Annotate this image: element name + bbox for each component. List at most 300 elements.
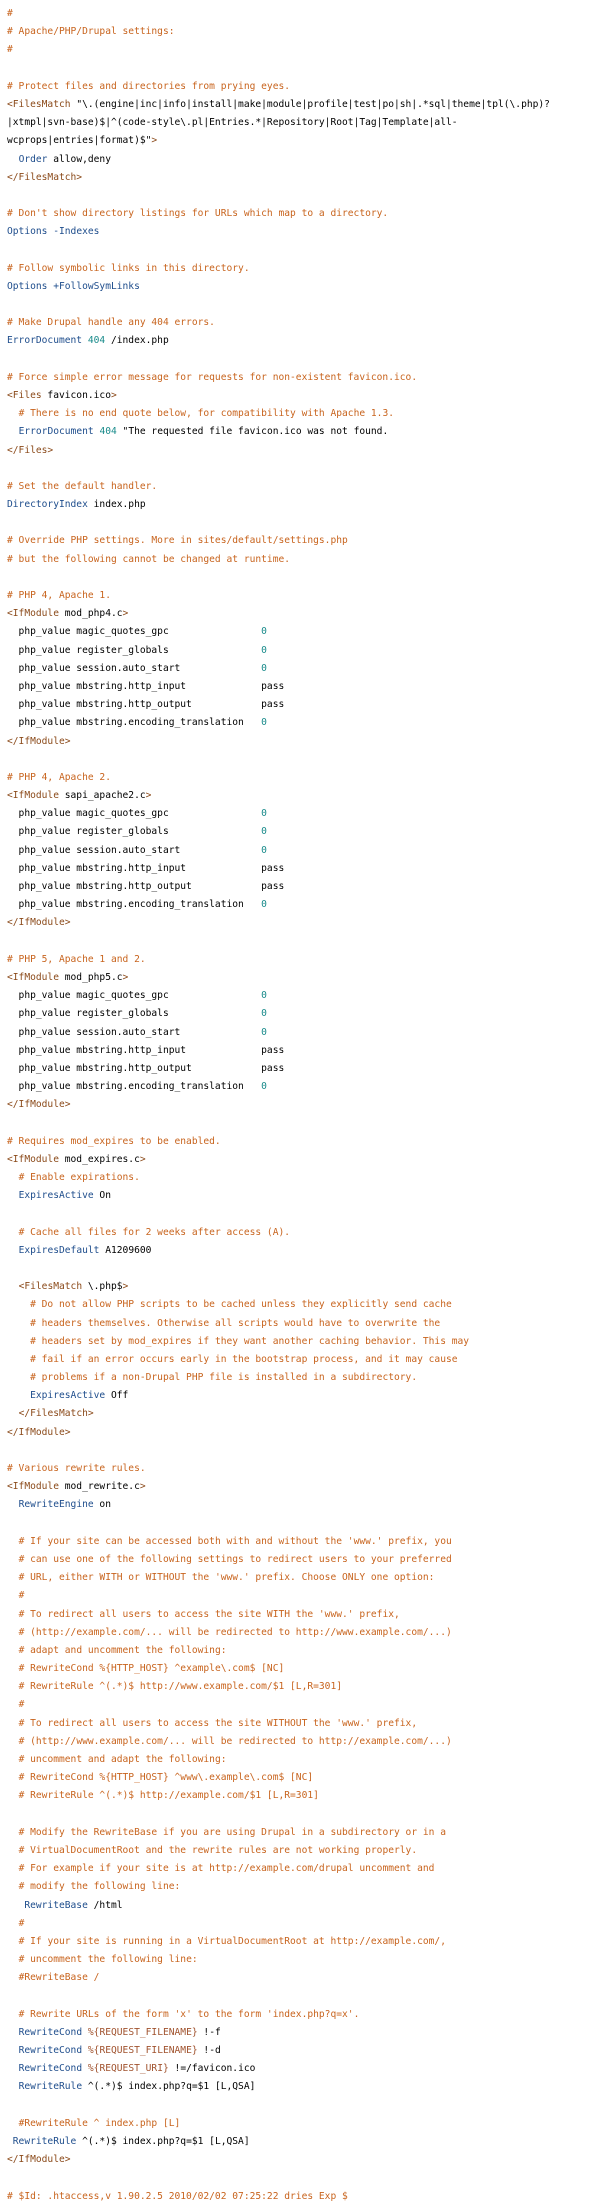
code-text <box>7 2045 19 2056</box>
code-line <box>7 1660 600 1678</box>
code-line <box>7 2078 600 2096</box>
code-line <box>7 1533 600 1551</box>
code-tag: </IfModule> <box>7 1099 71 1111</box>
code-text: php_value register_globals <box>7 644 262 656</box>
code-line <box>7 642 600 660</box>
code-line <box>7 1460 600 1478</box>
code-comment: # RewriteRule ^(.*)$ http://www.example.com/$1 [L,R=301] <box>18 1681 343 1693</box>
code-comment: # PHP 5, Apache 1 and 2. <box>7 953 146 965</box>
code-tag: </IfModule> <box>7 735 71 747</box>
code-line <box>7 1987 600 2005</box>
code-comment: # headers themselves. Otherwise all scripts would have to overwrite the <box>30 1317 441 1329</box>
code-line <box>7 1060 600 1078</box>
code-tag: > <box>139 1481 146 1493</box>
code-line <box>7 1915 600 1933</box>
code-line <box>7 1824 600 1842</box>
code-directive: RewriteBase <box>24 1899 88 1911</box>
code-text: php_value session.auto_start <box>7 844 262 856</box>
code-comment: # problems if a non-Drupal PHP file is installed in a subdirectory. <box>30 1372 418 1384</box>
code-line <box>7 1242 600 1260</box>
code-comment: # Cache all files for 2 weeks after access (A). <box>18 1226 291 1238</box>
code-line <box>7 23 600 41</box>
code-text: php_value magic_quotes_gpc <box>7 626 262 638</box>
code-directive: ExpiresDefault <box>18 1244 100 1256</box>
code-line <box>7 2169 600 2187</box>
code-text <box>7 1645 19 1656</box>
code-comment: # If your site is running in a VirtualDocumentRoot at http://example.com/, <box>18 1935 446 1947</box>
code-comment: # <box>18 1590 25 1602</box>
code-text <box>7 1536 19 1547</box>
code-text <box>7 1336 30 1347</box>
code-comment: # Apache/PHP/Drupal settings: <box>7 26 175 38</box>
code-line <box>7 1733 600 1751</box>
code-line <box>7 1151 600 1169</box>
code-tag: <IfModule <box>7 608 59 620</box>
code-text <box>7 1372 30 1383</box>
code-line <box>7 1551 600 1569</box>
code-line <box>7 860 600 878</box>
code-comment: # <box>18 1917 25 1929</box>
code-line <box>7 1569 600 1587</box>
code-line <box>7 442 600 460</box>
code-text: php_value session.auto_start <box>7 662 262 674</box>
code-line <box>7 823 600 841</box>
code-comment: #RewriteRule ^ index.php [L] <box>18 2117 181 2129</box>
code-number: 0 <box>261 899 267 911</box>
code-line <box>7 878 600 896</box>
code-line <box>7 1369 600 1387</box>
code-variable: %{REQUEST_FILENAME} <box>87 2045 198 2056</box>
code-comment: # URL, either WITH or WITHOUT the 'www.' prefix. Choose ONLY one option: <box>18 1572 435 1584</box>
code-line <box>7 1333 600 1351</box>
code-text <box>7 1245 19 1256</box>
code-number: 0 <box>261 662 267 674</box>
code-tag: <FilesMatch <box>18 1281 83 1293</box>
code-line <box>7 314 600 332</box>
code-text <box>7 1227 19 1238</box>
code-line <box>7 1878 600 1896</box>
code-directive: +FollowSymLinks <box>53 280 140 292</box>
code-number: 0 <box>261 990 267 1002</box>
code-line <box>7 132 600 150</box>
code-comment: # <box>18 1699 25 1711</box>
code-tag: > <box>122 608 129 620</box>
code-line <box>7 787 600 805</box>
code-text <box>7 1609 19 1620</box>
code-comment: # Don't show directory listings for URLs which map to a directory. <box>7 208 389 220</box>
code-line <box>7 1806 600 1824</box>
code-tag: <Files <box>7 389 42 401</box>
code-text: php_value register_globals <box>7 1008 262 1020</box>
code-text <box>7 1863 19 1874</box>
code-comment: # fail if an error occurs early in the bootstrap process, and it may cause <box>30 1353 458 1365</box>
code-line <box>7 114 600 132</box>
code-line <box>7 551 600 569</box>
code-line <box>7 2060 600 2078</box>
code-line <box>7 78 600 96</box>
code-line <box>7 1496 600 1514</box>
code-number: 0 <box>261 1008 267 1020</box>
code-line <box>7 1005 600 1023</box>
code-text <box>7 2118 19 2129</box>
code-text <box>7 1718 19 1729</box>
code-comment: # RewriteRule ^(.*)$ http://example.com/$1 [L,R=301] <box>18 1790 319 1802</box>
code-line <box>7 605 600 623</box>
code-text <box>7 1554 19 1565</box>
code-line <box>7 423 600 441</box>
code-text <box>7 426 19 437</box>
code-variable: %{REQUEST_FILENAME} <box>87 2026 198 2038</box>
code-line <box>7 678 600 696</box>
code-line <box>7 496 600 514</box>
code-tag: <IfModule <box>7 790 59 802</box>
code-text: ^(.*)$ index.php?q=$1 [L,QSA] <box>82 2081 256 2093</box>
code-line <box>7 1296 600 1314</box>
code-text: "\.(engine|inc|info|install|make|module|profile|test|po|sh|.*sql|theme|tpl(\.php)? <box>70 98 550 110</box>
code-directive: ErrorDocument <box>7 335 83 347</box>
code-text <box>7 1954 19 1965</box>
code-line <box>7 769 600 787</box>
code-line <box>7 5 600 23</box>
code-line <box>7 1606 600 1624</box>
code-line <box>7 2024 600 2042</box>
code-text: !-f <box>197 2026 221 2038</box>
code-line <box>7 187 600 205</box>
code-line <box>7 1187 600 1205</box>
code-text: |xtmpl|svn-base)$|^(code-style\.pl|Entries.*|Repository|Root|Tag|Template|all- <box>7 117 458 129</box>
code-text <box>7 2009 19 2020</box>
code-text: On <box>93 1190 111 1202</box>
code-line <box>7 205 600 223</box>
code-text <box>7 1936 19 1947</box>
code-line <box>7 569 600 587</box>
code-directive: RewriteRule <box>18 2081 83 2093</box>
code-comment: # Override PHP settings. More in sites/default/settings.php <box>7 535 348 547</box>
code-tag: </IfModule> <box>7 917 71 929</box>
code-comment: # If your site can be accessed both with and without the 'www.' prefix, you <box>18 1535 452 1547</box>
code-number: 0 <box>261 717 267 729</box>
code-line <box>7 933 600 951</box>
code-line <box>7 460 600 478</box>
code-line <box>7 151 600 169</box>
code-comment: # Various rewrite rules. <box>7 1463 146 1474</box>
code-line <box>7 1205 600 1223</box>
code-text: favicon.ico <box>41 389 111 401</box>
code-tag: > <box>110 389 117 401</box>
code-comment: # To redirect all users to access the site WITHOUT the 'www.' prefix, <box>18 1717 418 1729</box>
code-directive: -Indexes <box>53 226 100 238</box>
code-tag: > <box>151 135 158 147</box>
code-text <box>7 2081 19 2092</box>
code-line <box>7 223 600 241</box>
code-line <box>7 896 600 914</box>
code-tag: </IfModule> <box>7 2154 71 2166</box>
code-line <box>7 1696 600 1714</box>
code-text <box>7 154 19 165</box>
code-number: 0 <box>261 1026 267 1038</box>
code-line <box>7 842 600 860</box>
code-comment: # uncomment and adapt the following: <box>18 1754 227 1765</box>
code-line <box>7 1715 600 1733</box>
code-comment: # <box>7 8 13 19</box>
code-text <box>7 2027 19 2038</box>
code-comment: # Enable expirations. <box>18 1172 140 1183</box>
code-text <box>7 1827 19 1838</box>
code-line <box>7 1114 600 1132</box>
code-line <box>7 1860 600 1878</box>
code-tag: <IfModule <box>7 1153 59 1165</box>
code-line <box>7 2188 600 2206</box>
code-text <box>7 2063 19 2074</box>
code-line <box>7 987 600 1005</box>
code-variable: %{REQUEST_URI} <box>87 2063 169 2075</box>
code-line <box>7 914 600 932</box>
code-text: !=/favicon.ico <box>168 2063 256 2075</box>
code-comment: # Do not allow PHP scripts to be cached unless they explicitly send cache <box>30 1299 452 1311</box>
code-tag: </FilesMatch> <box>7 171 83 183</box>
code-number: 0 <box>261 626 267 638</box>
code-comment: # PHP 4, Apache 1. <box>7 590 111 601</box>
code-line <box>7 1751 600 1769</box>
code-text <box>7 1754 19 1765</box>
code-line <box>7 1624 600 1642</box>
code-text <box>7 1699 19 1710</box>
code-line <box>7 2151 600 2169</box>
code-line <box>7 751 600 769</box>
code-line <box>7 1351 600 1369</box>
code-text: php_value mbstring.http_output pass <box>7 1062 285 1074</box>
code-text: php_value session.auto_start <box>7 1026 262 1038</box>
code-text: allow,deny <box>47 153 111 165</box>
code-text <box>7 1190 19 1201</box>
code-directive: RewriteCond <box>18 2026 83 2038</box>
code-text: php_value magic_quotes_gpc <box>7 990 262 1002</box>
code-number: 404 <box>87 335 106 347</box>
code-comment: # <box>7 44 13 56</box>
code-tag: </FilesMatch> <box>18 1408 94 1420</box>
code-text <box>7 1354 30 1365</box>
code-line <box>7 1078 600 1096</box>
code-text: mod_php5.c <box>58 971 123 983</box>
code-line <box>7 278 600 296</box>
code-comment: # VirtualDocumentRoot and the rewrite rules are not working properly. <box>18 1844 418 1856</box>
code-line <box>7 2097 600 2115</box>
code-text: \.php$ <box>82 1281 123 1293</box>
code-line <box>7 733 600 751</box>
code-line <box>7 1169 600 1187</box>
code-tag: </Files> <box>7 444 54 456</box>
code-line <box>7 351 600 369</box>
code-comment: # Modify the RewriteBase if you are using Drupal in a subdirectory or in a <box>18 1826 446 1838</box>
code-line <box>7 1769 600 1787</box>
code-tag: > <box>145 790 152 802</box>
code-line <box>7 1042 600 1060</box>
code-comment: # Protect files and directories from prying eyes. <box>7 80 291 92</box>
code-text <box>7 1627 19 1638</box>
code-line <box>7 2006 600 2024</box>
code-text: Off <box>105 1390 129 1402</box>
code-line <box>7 2133 600 2151</box>
code-line <box>7 714 600 732</box>
code-line <box>7 1224 600 1242</box>
code-text <box>7 1663 19 1674</box>
code-line <box>7 332 600 350</box>
code-directive: RewriteEngine <box>18 1499 94 1511</box>
code-text <box>7 1408 19 1419</box>
code-comment: # Set the default handler. <box>7 480 158 492</box>
code-directive: Order <box>18 153 48 165</box>
code-line <box>7 696 600 714</box>
code-number: 0 <box>261 1081 267 1093</box>
code-text: A1209600 <box>99 1244 152 1256</box>
code-comment: # uncomment the following line: <box>18 1954 198 1966</box>
code-number: 0 <box>261 808 267 820</box>
code-line <box>7 405 600 423</box>
code-line <box>7 1024 600 1042</box>
code-text: "The requested file favicon.ico was not found. <box>116 426 389 438</box>
code-line <box>7 169 600 187</box>
code-line <box>7 1096 600 1114</box>
code-text: wcprops|entries|format)$" <box>7 135 152 147</box>
code-directive: DirectoryIndex <box>7 499 88 511</box>
code-line <box>7 241 600 259</box>
code-directive: Options <box>7 226 48 238</box>
code-comment: # can use one of the following settings to redirect users to your preferred <box>18 1553 452 1565</box>
code-text: !-d <box>197 2045 221 2056</box>
code-line <box>7 1478 600 1496</box>
code-comment: # There is no end quote below, for compatibility with Apache 1.3. <box>18 408 394 420</box>
code-comment: # (http://www.example.com/... will be redirected to http://example.com/...) <box>18 1735 452 1747</box>
code-text: sapi_apache2.c <box>58 790 146 802</box>
code-text: /html <box>87 1899 123 1911</box>
code-comment: # Requires mod_expires to be enabled. <box>7 1135 221 1147</box>
code-text: php_value mbstring.http_input pass <box>7 1044 285 1056</box>
code-text <box>7 1281 19 1292</box>
code-text: php_value mbstring.http_input pass <box>7 862 285 874</box>
code-line <box>7 1405 600 1423</box>
code-line <box>7 660 600 678</box>
code-text <box>7 1881 19 1892</box>
code-text: mod_rewrite.c <box>58 1481 140 1493</box>
code-comment: # To redirect all users to access the site WITH the 'www.' prefix, <box>18 1608 400 1620</box>
code-tag: > <box>122 1281 129 1293</box>
code-line <box>7 1260 600 1278</box>
code-tag: > <box>122 971 129 983</box>
code-line <box>7 387 600 405</box>
code-line <box>7 1951 600 1969</box>
code-number: 0 <box>261 826 267 838</box>
code-text: php_value magic_quotes_gpc <box>7 808 262 820</box>
code-text <box>7 1790 19 1801</box>
code-line <box>7 2042 600 2060</box>
code-text: php_value mbstring.http_output pass <box>7 881 285 892</box>
code-line <box>7 805 600 823</box>
code-comment: # headers set by mod_expires if they want another caching behavior. This may <box>30 1335 470 1347</box>
code-number: 404 <box>99 426 117 438</box>
code-text: on <box>93 1499 111 1511</box>
code-line <box>7 514 600 532</box>
code-text <box>7 1318 30 1329</box>
code-text: ^(.*)$ index.php?q=$1 [L,QSA] <box>76 2135 250 2147</box>
code-comment: # adapt and uncomment the following: <box>18 1644 227 1656</box>
code-directive: ExpiresActive <box>30 1390 106 1402</box>
code-directive: ExpiresActive <box>18 1190 94 1202</box>
code-text <box>7 1172 19 1183</box>
code-line <box>7 1424 600 1442</box>
code-line <box>7 532 600 550</box>
code-comment: # modify the following line: <box>18 1881 181 1893</box>
code-line <box>7 951 600 969</box>
code-comment: # Follow symbolic links in this directory. <box>7 262 250 274</box>
code-tag: <IfModule <box>7 1481 59 1493</box>
code-line <box>7 296 600 314</box>
code-line <box>7 2115 600 2133</box>
code-comment: # Force simple error message for requests for non-existent favicon.ico. <box>7 371 418 383</box>
code-number: 0 <box>261 644 267 656</box>
code-tag: > <box>139 1153 146 1165</box>
code-text <box>7 1299 30 1310</box>
code-comment: # $Id: .htaccess,v 1.90.2.5 2010/02/02 07:25:22 dries Exp $ <box>7 2190 348 2202</box>
code-line <box>7 1933 600 1951</box>
code-tag: </IfModule> <box>7 1426 71 1438</box>
code-directive: RewriteCond <box>18 2063 83 2075</box>
code-line <box>7 1897 600 1915</box>
code-tag: <IfModule <box>7 971 59 983</box>
code-text: php_value mbstring.http_output pass <box>7 699 285 711</box>
code-tag: <FilesMatch <box>7 98 71 110</box>
code-text: php_value register_globals <box>7 826 262 838</box>
code-text: mod_expires.c <box>58 1153 140 1165</box>
code-line <box>7 1315 600 1333</box>
code-line <box>7 1842 600 1860</box>
code-text <box>7 1572 19 1583</box>
code-line <box>7 1133 600 1151</box>
code-directive: RewriteRule <box>12 2135 77 2147</box>
code-line <box>7 1587 600 1605</box>
code-line <box>7 1515 600 1533</box>
code-line <box>7 969 600 987</box>
code-text <box>7 1681 19 1692</box>
code-text <box>7 1845 19 1856</box>
code-line <box>7 1387 600 1405</box>
code-comment: # RewriteCond %{HTTP_HOST} ^www\.example\.com$ [NC] <box>18 1772 314 1784</box>
code-text: mod_php4.c <box>58 608 123 620</box>
code-line <box>7 41 600 59</box>
code-line <box>7 478 600 496</box>
code-text <box>7 1918 19 1929</box>
code-line <box>7 1442 600 1460</box>
code-line <box>7 587 600 605</box>
code-line <box>7 623 600 641</box>
code-text: php_value mbstring.encoding_translation <box>7 899 262 911</box>
code-comment: # For example if your site is at http://example.com/drupal uncomment and <box>18 1863 435 1875</box>
code-line <box>7 1678 600 1696</box>
code-text: /index.php <box>105 335 169 347</box>
code-text <box>7 1390 30 1401</box>
code-line <box>7 369 600 387</box>
code-text <box>7 1499 19 1510</box>
code-line <box>7 96 600 114</box>
code-line <box>7 1969 600 1987</box>
code-line <box>7 60 600 78</box>
code-text <box>7 1772 19 1783</box>
code-text <box>7 1736 19 1747</box>
code-text <box>7 1590 19 1601</box>
code-directive: RewriteCond <box>18 2045 83 2056</box>
code-comment: # RewriteCond %{HTTP_HOST} ^example\.com$ [NC] <box>18 1663 285 1675</box>
code-comment: # but the following cannot be changed at runtime. <box>7 553 291 565</box>
code-line <box>7 1787 600 1805</box>
